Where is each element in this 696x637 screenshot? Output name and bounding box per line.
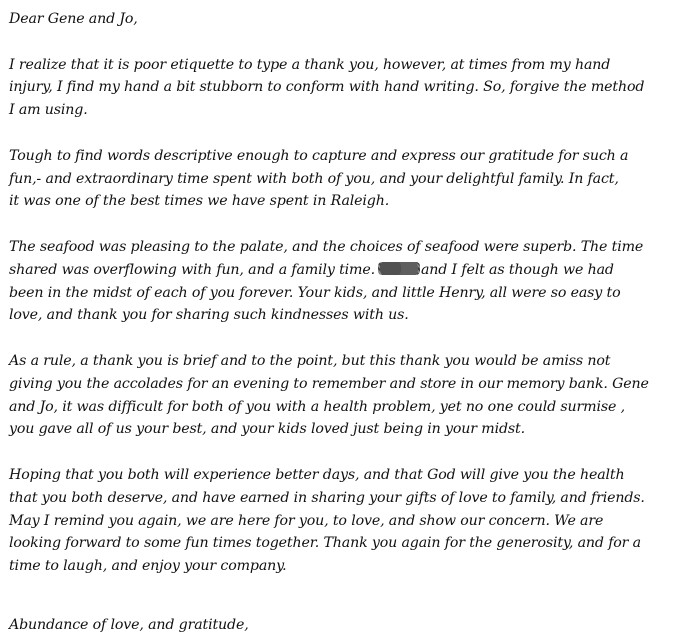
letter-line: it was one of the best times we have spent in Raleigh. [9,193,390,210]
paragraph-spacer [9,327,690,350]
letter-line: you gave all of us your best, and your kids loved just being in your midst. [9,421,525,438]
letter-line: Hoping that you both will experience better days, and that God will give you the health [9,466,625,483]
letter-line: The seafood was pleasing to the palate, and the choices of seafood were superb. The time [9,238,644,255]
letter-line: been in the midst of each of you forever. Your kids, and little Henry, all were so easy to [9,284,621,301]
paragraph-1 [9,54,690,122]
letter-line: love, and thank you for sharing such kindnesses with us. [9,307,409,324]
paragraph-spacer [9,213,690,236]
closing-spacer [9,578,690,614]
letter-line: As a rule, a thank you is brief and to the point, but this thank you would be amiss not [9,352,611,369]
letter-text: shared was overflowing with fun, and a family time. [9,261,375,278]
letter-line: fun,- and extraordinary time spent with both of you, and your delightful family. In fact, [9,170,619,187]
redaction-mark [378,262,420,275]
letter-line: I realize that it is poor etiquette to type a thank you, however, at times from my hand [9,56,611,73]
paragraph-4 [9,350,690,441]
letter-closing: Abundance of love, and gratitude, [9,616,249,633]
letter-greeting: Dear Gene and Jo, [9,11,138,27]
paragraph-spacer [9,441,690,464]
paragraph-5 [9,464,690,578]
paragraph-spacer [9,31,690,54]
letter-line: Tough to find words descriptive enough to capture and express our gratitude for such a [9,147,629,164]
letter-line: time to laugh, and enjoy your company. [9,558,287,575]
letter-line: I am using. [9,102,88,119]
paragraph-2 [9,145,690,213]
letter-line: that you both deserve, and have earned in sharing your gifts of love to family, and friends. [9,489,645,506]
paragraph-3 [9,236,690,327]
letter-line: giving you the accolades for an evening to remember and store in our memory bank. Gene [9,375,649,392]
letter-line-with-redaction [9,259,690,282]
paragraph-spacer [9,122,690,145]
letter-line: and Jo, it was difficult for both of you with a health problem, yet no one could surmise , [9,398,625,415]
letter-line: looking forward to some fun times together. Thank you again for the generosity, and for a [9,535,641,552]
letter-text: and I felt as though we had [420,261,614,278]
letter-line: injury, I find my hand a bit stubborn to conform with hand writing. So, forgive the method [9,79,645,96]
letter-line: May I remind you again, we are here for you, to love, and show our concern. We are [9,512,604,529]
